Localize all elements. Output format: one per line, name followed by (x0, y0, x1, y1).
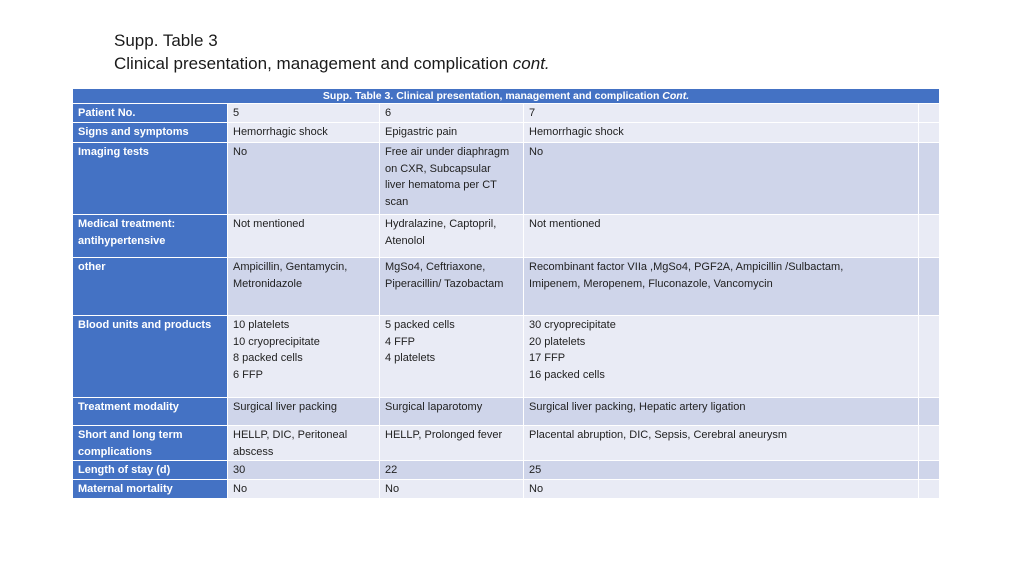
cell-patient-6: Hydralazine, Captopril, Atenolol (380, 215, 524, 258)
clinical-table (72, 88, 940, 499)
cell-patient-7: Not mentioned (524, 215, 919, 258)
table-row-complications (73, 426, 940, 461)
cell-patient-7: No (524, 143, 919, 215)
row-label: Imaging tests (73, 143, 228, 215)
row-label: Treatment modality (73, 398, 228, 426)
cell-patient-5: Ampicillin, Gentamycin, Metronidazole (228, 258, 380, 316)
table-row-patient-no (73, 104, 940, 123)
cell-patient-7: 30 cryoprecipitate 20 platelets 17 FFP 16 packed cells (524, 316, 919, 398)
cell-spacer (919, 215, 940, 258)
slide-title-italic: cont. (512, 54, 550, 73)
cell-patient-5: Hemorrhagic shock (228, 123, 380, 143)
row-label: Signs and symptoms (73, 123, 228, 143)
cell-patient-5: No (228, 480, 380, 499)
cell-spacer (919, 426, 940, 461)
row-label: Patient No. (73, 104, 228, 123)
cell-spacer (919, 143, 940, 215)
cell-patient-5: 30 (228, 461, 380, 480)
cell-patient-7: Placental abruption, DIC, Sepsis, Cerebral aneurysm (524, 426, 919, 461)
cell-patient-5: HELLP, DIC, Peritoneal abscess (228, 426, 380, 461)
cell-patient-7: 7 (524, 104, 919, 123)
cell-patient-5: 5 (228, 104, 380, 123)
slide-title (114, 29, 550, 75)
cell-patient-7: Hemorrhagic shock (524, 123, 919, 143)
cell-patient-5: Not mentioned (228, 215, 380, 258)
cell-patient-5: 10 platelets 10 cryoprecipitate 8 packed cells 6 FFP (228, 316, 380, 398)
cell-patient-6: HELLP, Prolonged fever (380, 426, 524, 461)
cell-patient-6: 6 (380, 104, 524, 123)
table-row-treatment-modality (73, 398, 940, 426)
cell-patient-7: No (524, 480, 919, 499)
slide-title-main: Clinical presentation, management and complication (114, 54, 513, 73)
row-label: other (73, 258, 228, 316)
row-label: Maternal mortality (73, 480, 228, 499)
table-caption-row (73, 89, 940, 104)
cell-patient-7: Recombinant factor VIIa ,MgSo4, PGF2A, Ampicillin /Sulbactam, Imipenem, Meropenem, Fluconazole, Vancomycin (524, 258, 919, 316)
table-row-maternal-mortality (73, 480, 940, 499)
cell-patient-6: Epigastric pain (380, 123, 524, 143)
cell-patient-5: No (228, 143, 380, 215)
row-label: Blood units and products (73, 316, 228, 398)
table-caption (73, 89, 940, 104)
cell-patient-6: Surgical laparotomy (380, 398, 524, 426)
cell-patient-5: Surgical liver packing (228, 398, 380, 426)
cell-spacer (919, 258, 940, 316)
cell-patient-6: MgSo4, Ceftriaxone, Piperacillin/ Tazobactam (380, 258, 524, 316)
cell-patient-6: Free air under diaphragm on CXR, Subcapsular liver hematoma per CT scan (380, 143, 524, 215)
cell-patient-7: 25 (524, 461, 919, 480)
table-row-other (73, 258, 940, 316)
slide-title-line1: Supp. Table 3 (114, 31, 218, 50)
cell-patient-7: Surgical liver packing, Hepatic artery ligation (524, 398, 919, 426)
cell-patient-6: 5 packed cells 4 FFP 4 platelets (380, 316, 524, 398)
table-row-medical-treatment (73, 215, 940, 258)
table-caption-main: Supp. Table 3. Clinical presentation, management and complication (322, 90, 663, 102)
cell-spacer (919, 316, 940, 398)
cell-spacer (919, 123, 940, 143)
row-label: Medical treatment: antihypertensive (73, 215, 228, 258)
cell-spacer (919, 398, 940, 426)
table-caption-italic: Cont. (662, 90, 690, 102)
cell-spacer (919, 480, 940, 499)
cell-spacer (919, 104, 940, 123)
table-row-blood-units (73, 316, 940, 398)
row-label: Short and long term complications (73, 426, 228, 461)
slide-title-line2 (114, 52, 550, 75)
table-row-length-of-stay (73, 461, 940, 480)
cell-patient-6: No (380, 480, 524, 499)
cell-spacer (919, 461, 940, 480)
table-row-imaging-tests (73, 143, 940, 215)
row-label: Length of stay (d) (73, 461, 228, 480)
cell-patient-6: 22 (380, 461, 524, 480)
table-row-signs-symptoms (73, 123, 940, 143)
